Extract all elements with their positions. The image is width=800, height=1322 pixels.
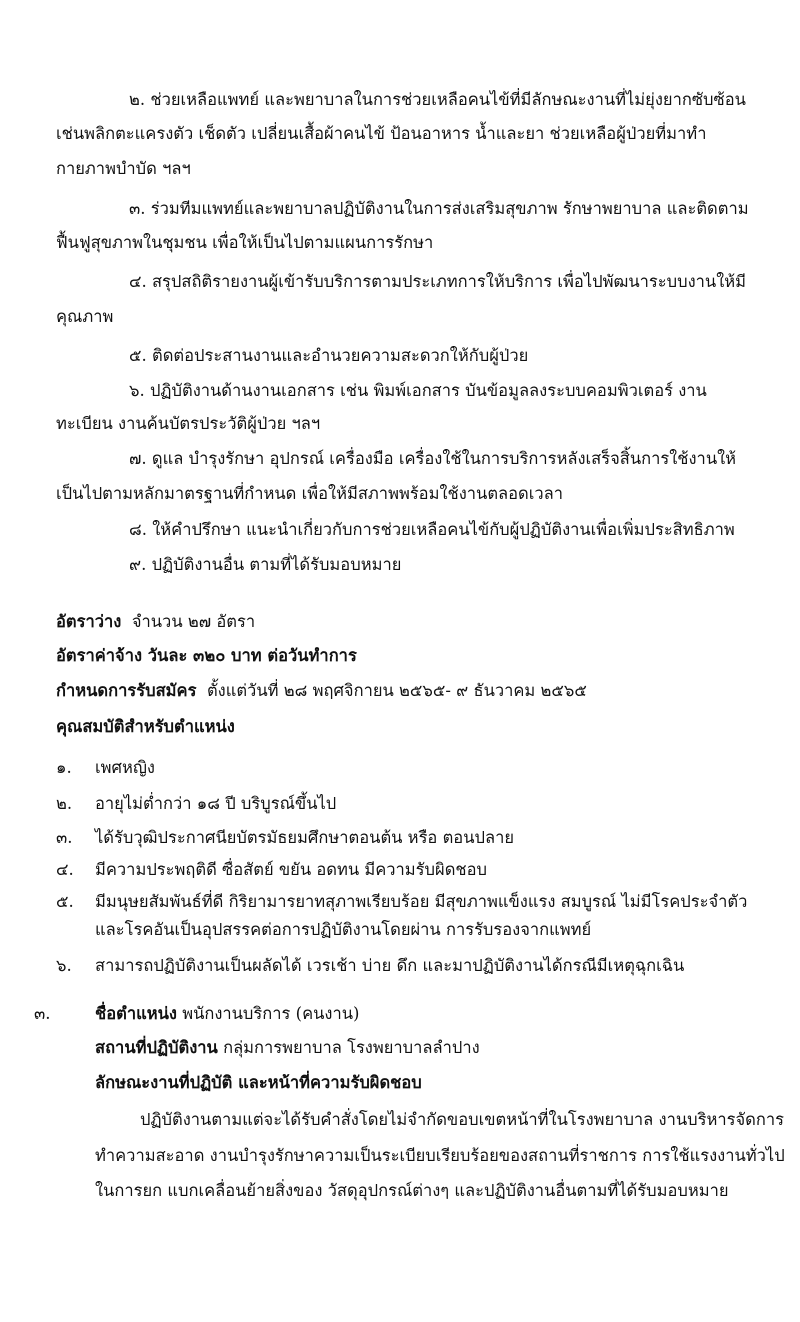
duty-item-2-line-3: กายภาพบำบัด ฯลฯ (56, 159, 191, 178)
qualification-num-4: ๔. (56, 860, 74, 879)
duty-item-3-line-2: ฟื้นฟูสุขภาพในชุมชน เพื่อให้เป็นไปตามแผนการรักษา (56, 233, 434, 252)
position-label: ชื่อตำแหน่ง (95, 1004, 177, 1023)
duty-item-4-line-2: คุณภาพ (56, 307, 114, 326)
application-period-row (56, 679, 587, 703)
wage-row: อัตราค่าจ้าง วันละ ๓๒๐ บาท ต่อวันทำการ (56, 646, 357, 665)
qualification-num-1: ๑. (56, 758, 72, 777)
section-3-position-row (95, 1002, 359, 1026)
section-3-workplace-row (95, 1036, 480, 1060)
duty-item-8-line-1: ๘. ให้คำปรึกษา แนะนำเกี่ยวกับการช่วยเหลือคนไข้กับผู้ปฏิบัติงานเพื่อเพิ่มประสิทธิภาพ (129, 520, 735, 539)
duty-item-6-line-2: ทะเบียน งานค้นบัตรประวัติผู้ป่วย ฯลฯ (56, 414, 321, 433)
qualification-item-5-line-2: และโรคอันเป็นอุปสรรคต่อการปฏิบัติงานโดยผ่าน การรับรองจากแพทย์ (95, 920, 592, 939)
section-3-duties-line-2: ทำความสะอาด งานบำรุงรักษาความเป็นระเบียบเรียบร้อยของสถานที่ราชการ การใช้แรงงานทั่วไป (95, 1146, 785, 1165)
duty-item-4-line-1: ๔. สรุปสถิติรายงานผู้เข้ารับบริการตามประเภทการให้บริการ เพื่อไปพัฒนาระบบงานให้มี (129, 272, 747, 291)
qualifications-heading: คุณสมบัติสำหรับตำแหน่ง (56, 717, 235, 736)
section-3-number: ๓. (34, 1004, 51, 1023)
section-3-duties-heading: ลักษณะงานที่ปฏิบัติ และหน้าที่ความรับผิดชอบ (95, 1073, 422, 1092)
duty-item-7-line-1: ๗. ดูแล บำรุงรักษา อุปกรณ์ เครื่องมือ เครื่องใช้ในการบริการหลังเสร็จสิ้นการใช้งานให้ (129, 449, 737, 468)
section-3-duties-line-3: ในการยก แบกเคลื่อนย้ายสิ่งของ วัสดุอุปกรณ์ต่างๆ และปฏิบัติงานอื่นตามที่ได้รับมอบหมาย (95, 1181, 729, 1200)
application-label: กำหนดการรับสมัคร (56, 681, 197, 700)
application-value: ตั้งแต่วันที่ ๒๘ พฤศจิกายน ๒๕๖๕- ๙ ธันวาคม ๒๕๖๕ (206, 681, 587, 700)
vacancy-row (56, 610, 255, 634)
qualification-item-3: ได้รับวุฒิประกาศนียบัตรมัธยมศึกษาตอนต้น หรือ ตอนปลาย (95, 828, 515, 847)
workplace-label: สถานที่ปฏิบัติงาน (95, 1038, 218, 1057)
qualification-item-6: สามารถปฏิบัติงานเป็นผลัดได้ เวรเช้า บ่าย ดึก และมาปฏิบัติงานได้กรณีมีเหตุฉุกเฉิน (95, 956, 685, 975)
qualification-item-1: เพศหญิง (95, 758, 155, 777)
duty-item-6-line-1: ๖. ปฏิบัติงานด้านงานเอกสาร เช่น พิมพ์เอกสาร บันข้อมูลลงระบบคอมพิวเตอร์ งาน (129, 381, 707, 400)
qualification-num-5: ๕. (56, 892, 74, 911)
qualification-item-2: อายุไม่ต่ำกว่า ๑๘ ปี บริบูรณ์ขึ้นไป (95, 794, 337, 813)
qualification-num-3: ๓. (56, 828, 73, 847)
duty-item-2-line-1: ๒. ช่วยเหลือแพทย์ และพยาบาลในการช่วยเหลือคนไข้ที่มีลักษณะงานที่ไม่ยุ่งยากซับซ้อน (129, 90, 746, 109)
qualification-item-4: มีความประพฤติดี ซื่อสัตย์ ขยัน อดทน มีความรับผิดชอบ (95, 860, 487, 879)
duty-item-9-line-1: ๙. ปฏิบัติงานอื่น ตามที่ได้รับมอบหมาย (129, 555, 402, 574)
vacancy-label: อัตราว่าง (56, 612, 122, 631)
workplace-value: กลุ่มการพยาบาล โรงพยาบาลลำปาง (223, 1038, 480, 1057)
duty-item-3-line-1: ๓. ร่วมทีมแพทย์และพยาบาลปฏิบัติงานในการส่งเสริมสุขภาพ รักษาพยาบาล และติดตาม (129, 199, 749, 218)
duty-item-7-line-2: เป็นไปตามหลักมาตรฐานที่กำหนด เพื่อให้มีสภาพพร้อมใช้งานตลอดเวลา (56, 484, 564, 503)
qualification-item-5-line-1: มีมนุษยสัมพันธ์ที่ดี กิริยามารยาทสุภาพเรียบร้อย มีสุขภาพแข็งแรง สมบูรณ์ ไม่มีโรคประจำตัว (95, 892, 748, 911)
qualification-num-6: ๖. (56, 956, 72, 975)
position-value: พนักงานบริการ (คนงาน) (182, 1004, 360, 1023)
section-3-duties-line-1: ปฏิบัติงานตามแต่จะได้รับคำสั่งโดยไม่จำกัดขอบเขตหน้าที่ในโรงพยาบาล งานบริหารจัดการ (140, 1110, 784, 1129)
duty-item-2-line-2: เช่นพลิกตะแครงตัว เช็ดตัว เปลี่ยนเสื้อผ้าคนไข้ ป้อนอาหาร น้ำและยา ช่วยเหลือผู้ป่วยที่มาทำ (56, 124, 707, 143)
duty-item-5-line-1: ๕. ติดต่อประสานงานและอำนวยความสะดวกให้กับผู้ป่วย (129, 346, 529, 365)
vacancy-value: จำนวน ๒๗ อัตรา (131, 612, 256, 631)
qualification-num-2: ๒. (56, 794, 73, 813)
